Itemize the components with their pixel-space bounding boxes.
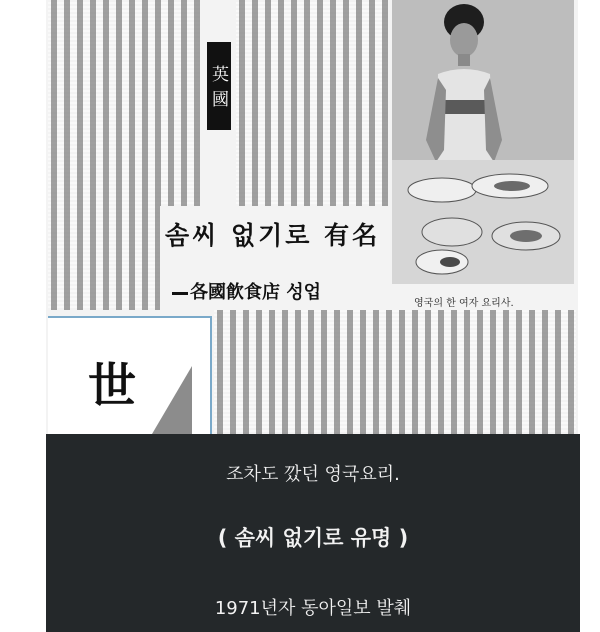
article-headline: 솜씨 없기로 有名: [165, 221, 381, 250]
article-subhead: 各國飮食店 성업: [172, 278, 382, 304]
section-label: 英國: [207, 42, 231, 130]
cook-photo: [392, 0, 574, 284]
text-columns-center: [236, 0, 388, 206]
overlay-source-note: 1971년자 동아일보 발췌: [214, 598, 412, 619]
photo-caption: 영국의 한 여자 요리사.: [414, 298, 514, 309]
text-columns-bottom: [214, 310, 576, 434]
caption-overlay: [46, 434, 580, 632]
advertisement-graphic: [152, 366, 192, 434]
text-columns-left: [48, 0, 200, 206]
overlay-text-line2: ( 솜씨 없기로 유명 ): [217, 526, 409, 550]
page-margin-right: [578, 0, 600, 434]
text-columns-mid-left: [48, 206, 160, 310]
page-margin-left: [0, 0, 46, 434]
advertisement-mark: 世: [88, 358, 137, 414]
overlay-text-line1: 조차도 깠던 영국요리.: [226, 464, 400, 485]
